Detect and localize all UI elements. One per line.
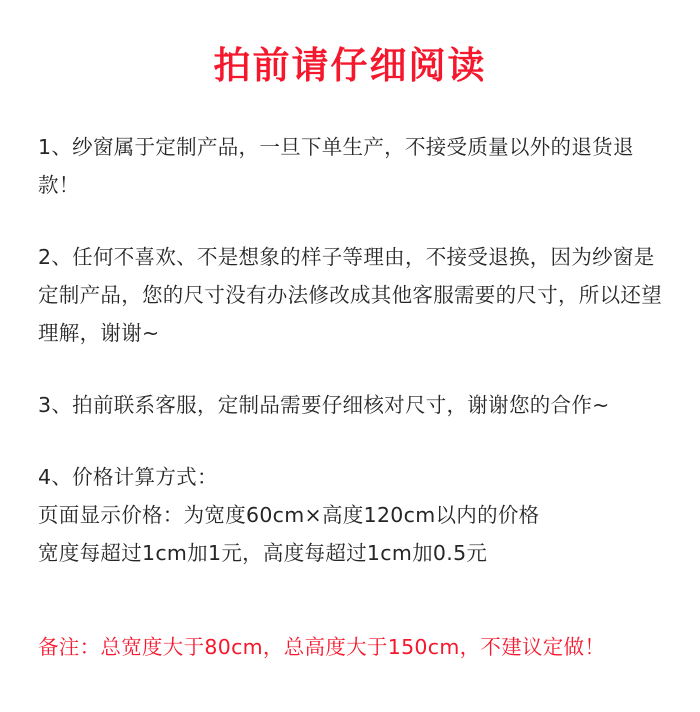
price-section-line-1: 页面显示价格：为宽度60cm×高度120cm以内的价格 bbox=[38, 503, 540, 528]
price-calculation-section bbox=[38, 458, 662, 572]
paragraph-1: 1、纱窗属于定制产品，一旦下单生产，不接受质量以外的退货退款！ bbox=[38, 135, 634, 198]
remark-note: 备注：总宽度大于80cm，总高度大于150cm，不建议定做！ bbox=[38, 635, 606, 660]
price-section-line-2: 宽度每超过1cm加1元，高度每超过1cm加0.5元 bbox=[38, 541, 488, 566]
section-spacer bbox=[38, 606, 662, 628]
page-title: 拍前请仔细阅读 bbox=[213, 44, 487, 87]
paragraph-2: 2、任何不喜欢、不是想象的样子等理由，不接受退换，因为纱窗是定制产品，您的尺寸没有办法修改成其他客服需要的尺寸，所以还望理解，谢谢~ bbox=[38, 245, 662, 346]
paragraph-3: 3、拍前联系客服，定制品需要仔细核对尺寸，谢谢您的合作~ bbox=[38, 393, 610, 418]
price-section-heading: 4、价格计算方式： bbox=[38, 465, 218, 490]
document-body bbox=[38, 128, 662, 666]
